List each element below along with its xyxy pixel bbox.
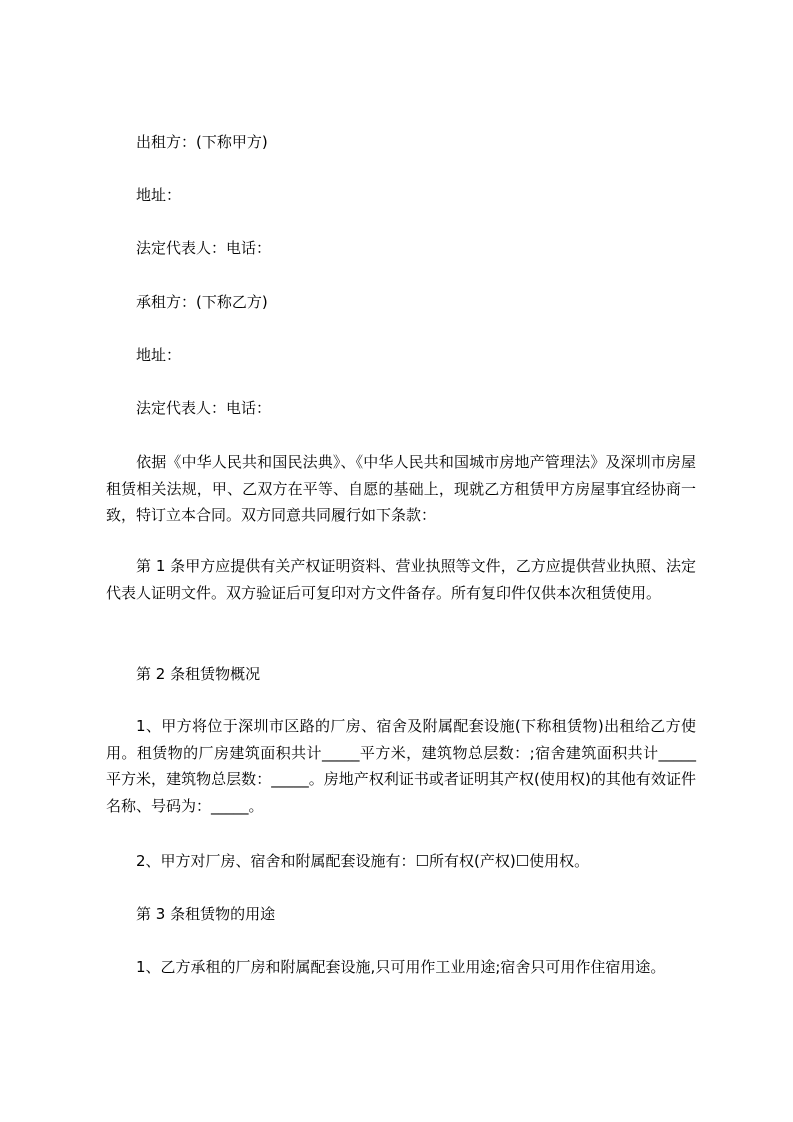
preamble-text: 依据《中华人民共和国民法典》、《中华人民共和国城市房地产管理法》及深圳市房屋租赁相关法规，甲、乙双方在平等、自愿的基础上，现就乙方租赁甲方房屋事宜经协商一致，特订立本合同。双方同意共同履行如下条款： (106, 453, 696, 524)
lessor-label: 出租方：(下称甲方) (136, 133, 268, 151)
article-1-text: 第 1 条甲方应提供有关产权证明资料、营业执照等文件，乙方应提供营业执照、法定代表人证明文件。双方验证后可复印对方文件备存。所有复印件仅供本次租赁使用。 (106, 557, 696, 602)
article-2-item-1-text: 1、甲方将位于深圳市区路的厂房、宿舍及附属配套设施(下称租赁物)出租给乙方使用。租赁物的厂房建筑面积共计_____平方米，建筑物总层数：;宿舍建筑面积共计_____平方米，建筑物总层数：_____。房地产权利证书或者证明其产权(使用权)的其他有效证件名称、号码为：_____。 (106, 717, 696, 815)
lessee-address: 地址： (136, 346, 182, 364)
lessee-representative: 法定代表人：电话： (136, 399, 272, 417)
article-3-item-1: 1、乙方承租的厂房和附属配套设施,只可用作工业用途;宿舍只可用作住宿用途。 (136, 958, 666, 976)
preamble-paragraph (106, 449, 696, 529)
article-1-paragraph (106, 553, 696, 606)
lessor-address: 地址： (136, 186, 182, 204)
article-2-item-1-paragraph (106, 713, 696, 819)
article-3-title: 第 3 条租赁物的用途 (136, 905, 276, 923)
lessor-representative: 法定代表人：电话： (136, 239, 272, 257)
article-2-item-2: 2、甲方对厂房、宿舍和附属配套设施有：☐所有权(产权)☐使用权。 (136, 852, 590, 870)
article-2-title: 第 2 条租赁物概况 (136, 665, 261, 683)
lessee-label: 承租方：(下称乙方) (136, 293, 268, 311)
